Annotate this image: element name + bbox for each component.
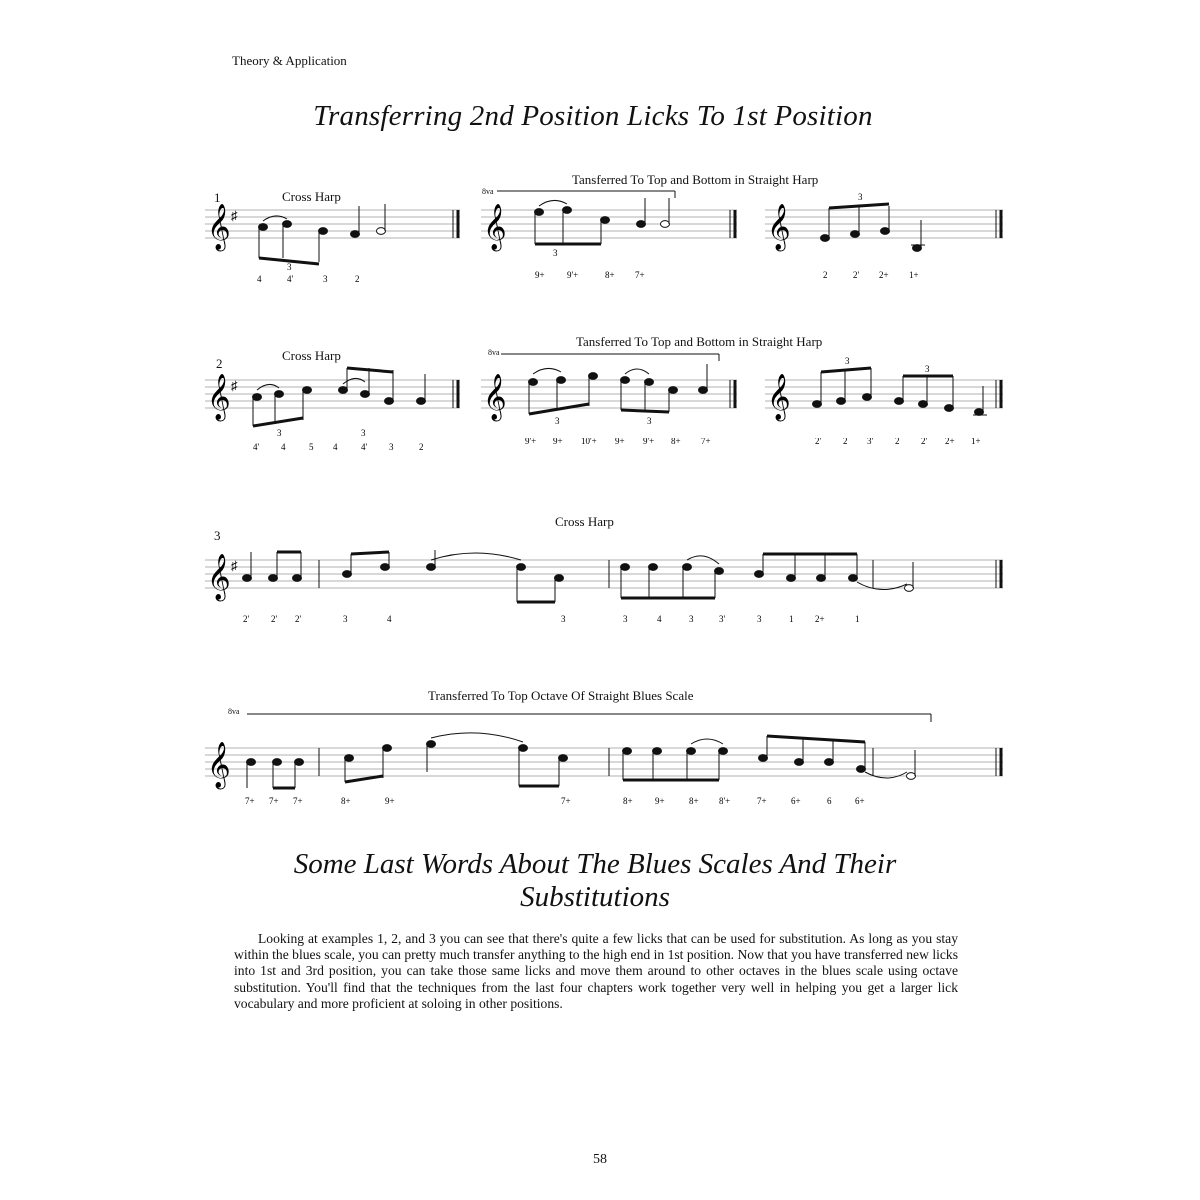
hole-number: 1+: [909, 270, 919, 280]
section-title-line-1: Some Last Words About The Blues Scales And Their: [293, 848, 897, 880]
section-title: [0, 848, 1190, 914]
hole-number: 7+: [561, 796, 571, 806]
hole-numbers-1: [195, 270, 1015, 286]
staff-system-2: [195, 346, 1015, 446]
section-header: Theory & Application: [232, 53, 347, 68]
triplet-mark: 3: [553, 248, 558, 258]
hole-number: 6+: [791, 796, 801, 806]
hole-number: 8'+: [719, 796, 731, 806]
body-paragraph: Looking at examples 1, 2, and 3 you can see that there's quite a few licks that can be used for substitution. As long as you stay within the blues scale, you can pretty much transfer anything to the high end in 1st position. Now that you have transferred new licks into 1st and 3rd position, you can take those same licks and move them around to other octaves in the blues scale using octave substitution. You'll find that the techniques from the last four chapters work together very well in helping you get a larger lick vocabulary and more proficient at soloing in other positions.: [234, 931, 958, 1011]
hole-number: 2: [895, 438, 900, 446]
treble-clef-icon: 𝄞: [207, 204, 231, 249]
staff-b: [481, 210, 737, 238]
hole-number: 2+: [945, 438, 955, 446]
hole-number: 7+: [701, 438, 711, 446]
hole-number: 2': [271, 614, 278, 624]
staff-system-4: [195, 706, 1015, 796]
hole-number: 8+: [671, 438, 681, 446]
hole-number: 1+: [971, 438, 981, 446]
hole-number: 8+: [623, 796, 633, 806]
hole-number: 3: [343, 614, 348, 624]
triplet-mark: 3: [277, 428, 282, 438]
example-number: 2: [216, 356, 223, 371]
hole-number: 9+: [615, 438, 625, 446]
hole-number: 7+: [269, 796, 279, 806]
hole-number: 3: [561, 614, 566, 624]
sharp-icon: ♯: [231, 378, 238, 393]
triplet-mark: 3: [858, 192, 863, 202]
treble-clef-icon: 𝄞: [207, 742, 231, 787]
treble-clef-icon: 𝄞: [207, 374, 231, 419]
hole-number: 3': [719, 614, 726, 624]
octave-mark: 8va: [482, 187, 494, 196]
hole-number: 4: [281, 442, 286, 452]
hole-number: 3: [389, 442, 394, 452]
hole-number: 4': [361, 442, 368, 452]
hole-number: 9'+: [567, 270, 579, 280]
sharp-icon: ♯: [231, 208, 238, 223]
hole-number: 4': [253, 442, 260, 452]
hole-number: 4': [287, 274, 294, 284]
sharp-icon: ♯: [231, 558, 238, 573]
hole-number: 1: [855, 614, 860, 624]
hole-number: 7+: [293, 796, 303, 806]
hole-number: 6+: [855, 796, 865, 806]
hole-number: 2+: [879, 270, 889, 280]
triplet-mark: 3: [361, 428, 366, 438]
hole-number: 9'+: [525, 438, 537, 446]
hole-number: 7+: [245, 796, 255, 806]
octave-mark: 8va: [228, 707, 240, 716]
page-number: 58: [593, 1152, 607, 1167]
hole-numbers-4: [195, 792, 1015, 808]
hole-number: 2': [243, 614, 250, 624]
hole-number: 8+: [341, 796, 351, 806]
hole-number: 3: [623, 614, 628, 624]
cross-harp-label: Cross Harp: [282, 348, 341, 363]
example-number: 1: [214, 190, 221, 205]
cross-harp-label: Cross Harp: [555, 514, 614, 529]
treble-clef-icon: 𝄞: [767, 374, 791, 419]
hole-number: 2': [853, 270, 860, 280]
hole-number: 7+: [757, 796, 767, 806]
triplet-mark: 3: [287, 262, 292, 272]
hole-number: 9'+: [643, 438, 655, 446]
hole-number: 2: [843, 438, 848, 446]
hole-number: 4: [657, 614, 662, 624]
hole-number: 9+: [535, 270, 545, 280]
hole-number: 2: [823, 270, 828, 280]
treble-clef-icon: 𝄞: [483, 374, 507, 419]
hole-number: 9+: [655, 796, 665, 806]
hole-number: 3: [689, 614, 694, 624]
hole-number: 6: [827, 796, 832, 806]
transfer-label: Tansferred To Top and Bottom in Straight Harp: [576, 334, 823, 349]
triplet-mark: 3: [647, 416, 652, 426]
hole-number: 7+: [635, 270, 645, 280]
transfer-label: Tansferred To Top and Bottom in Straight Harp: [572, 172, 819, 187]
hole-numbers-3: [195, 610, 1015, 626]
hole-number: 8+: [689, 796, 699, 806]
hole-number: 2+: [815, 614, 825, 624]
hole-number: 2: [355, 274, 360, 284]
section-title-line-2: Substitutions: [520, 881, 670, 913]
hole-number: 9+: [385, 796, 395, 806]
example-number: 3: [214, 528, 221, 543]
cross-harp-label: Cross Harp: [282, 189, 341, 204]
hole-number: 2': [295, 614, 302, 624]
hole-number: 2': [921, 438, 928, 446]
hole-number: 2: [419, 442, 424, 452]
hole-number: 1: [789, 614, 794, 624]
staff-a: [205, 210, 460, 238]
hole-number: 2': [815, 438, 822, 446]
triplet-mark: 3: [555, 416, 560, 426]
treble-clef-icon: 𝄞: [207, 554, 231, 599]
treble-clef-icon: 𝄞: [483, 204, 507, 249]
hole-number: 9+: [553, 438, 563, 446]
octave-mark: 8va: [488, 348, 500, 357]
page-title: Transferring 2nd Position Licks To 1st Position: [313, 100, 873, 132]
hole-number: 3': [867, 438, 874, 446]
hole-number: 3: [757, 614, 762, 624]
hole-number: 4: [257, 274, 262, 284]
hole-number: 3: [323, 274, 328, 284]
hole-number: 4: [333, 442, 338, 452]
hole-number: 4: [387, 614, 392, 624]
hole-number: 8+: [605, 270, 615, 280]
hole-number: 10'+: [581, 438, 597, 446]
triplet-mark: 3: [925, 364, 930, 374]
hole-number: 5: [309, 442, 314, 452]
treble-clef-icon: 𝄞: [767, 204, 791, 249]
hole-numbers-2: [195, 438, 1015, 454]
triplet-mark: 3: [845, 356, 850, 366]
transfer-label: Transferred To Top Octave Of Straight Blues Scale: [428, 688, 694, 703]
